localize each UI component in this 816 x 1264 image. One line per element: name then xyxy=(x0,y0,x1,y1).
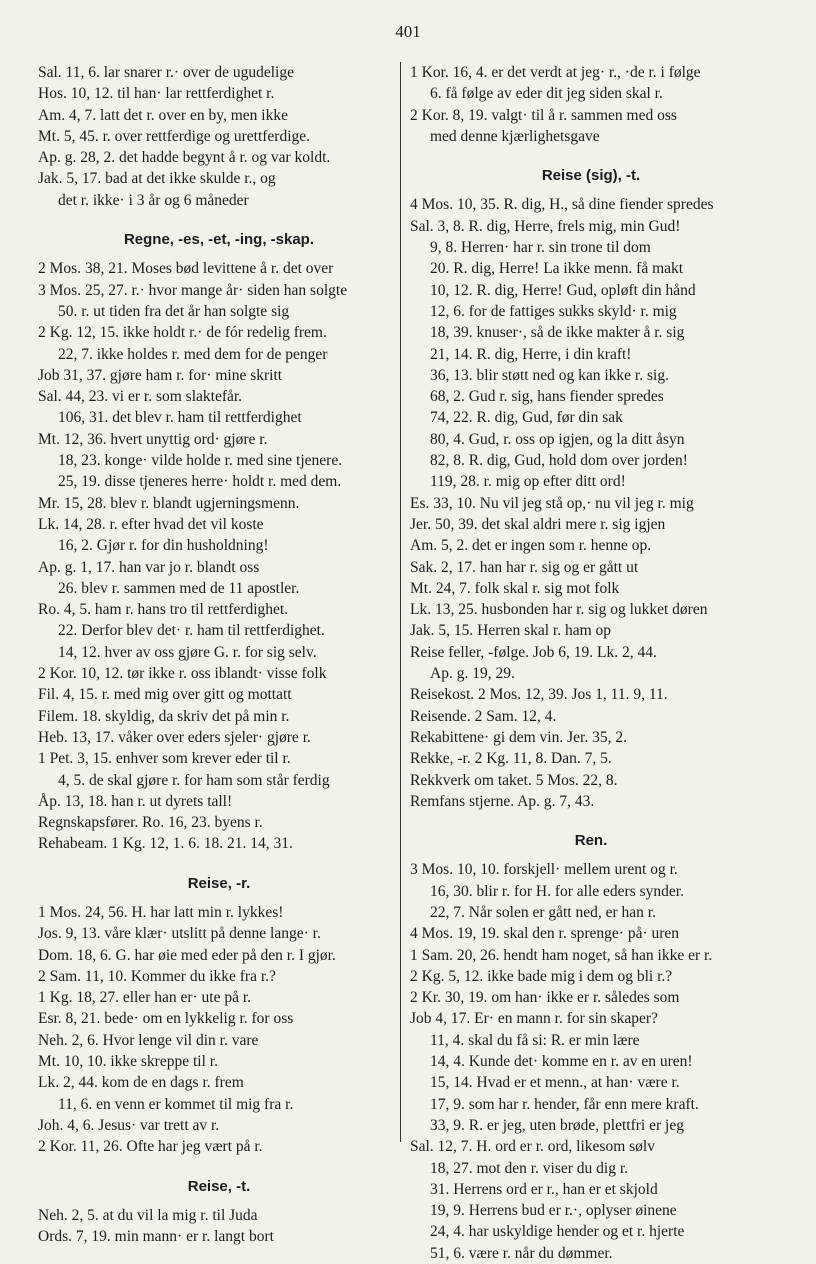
entry-line: 2 Kg. 5, 12. ikke bade mig i dem og bli r.? xyxy=(410,967,673,985)
entries-reise-continued xyxy=(410,62,772,147)
entry-line: Jak. 5, 17. bad at det ikke skulde r., og xyxy=(38,170,276,188)
entry-line: 4 Mos. 19, 19. skal den r. sprenge· på· uren xyxy=(410,925,680,943)
entry-line: det r. ikke· i 3 år og 6 måneder xyxy=(58,191,249,209)
entry-line: 1 Kor. 16, 4. er det verdt at jeg· r., ·de r. i følge xyxy=(410,64,701,81)
entry-line: 14, 4. Kunde det· komme en r. av en uren! xyxy=(430,1053,693,1071)
entry-line: Filem. 18. skyldig, da skriv det på min r. xyxy=(38,707,290,725)
entries-regne-verb xyxy=(38,62,400,211)
entry-line: 1 Mos. 24, 56. H. har latt min r. lykkes! xyxy=(38,903,284,921)
entry-line: Dom. 18, 6. G. har øie med eder på den r. I gjør. xyxy=(38,946,336,964)
entry-line: 31. Herrens ord er r., han er et skjold xyxy=(430,1180,658,1198)
entry-line: Reisende. 2 Sam. 12, 4. xyxy=(410,707,557,725)
entry-line: 74, 22. R. dig, Gud, før din sak xyxy=(430,409,623,427)
entry-line: Sal. 11, 6. lar snarer r.· over de ugudelige xyxy=(38,64,294,81)
entry-line: Sal. 44, 23. vi er r. som slaktefår. xyxy=(38,388,243,406)
entry-line: 3 Mos. 25, 27. r.· hvor mange år· siden han solgte xyxy=(38,281,348,299)
entry-line: Ords. 7, 19. min mann· er r. langt bort xyxy=(38,1228,274,1246)
entry-line: 51, 6. være r. når du dømmer. xyxy=(430,1244,613,1262)
entry-line: Åp. 13, 18. han r. ut dyrets tall! xyxy=(38,792,233,810)
entry-line: 68, 2. Gud r. sig, hans fiender spredes xyxy=(430,388,664,406)
heading-reise-t: Reise, -t. xyxy=(187,1177,251,1195)
entry-line: 50. r. ut tiden fra det år han solgte sig xyxy=(58,302,290,320)
entries-reise-r xyxy=(38,902,400,1158)
entry-line: 17, 9. som har r. hender, får enn mere kraft. xyxy=(430,1095,699,1113)
entry-line: 36, 13. blir støtt ned og kan ikke r. sig. xyxy=(430,366,669,384)
entry-line: Mt. 5, 45. r. over rettferdige og urettferdige. xyxy=(38,127,311,145)
entry-line: 2 Kor. 8, 19. valgt· til å r. sammen med oss xyxy=(410,106,677,124)
page-number: 401 xyxy=(395,22,421,41)
entry-line: Jak. 5, 15. Herren skal r. ham op xyxy=(410,622,612,640)
entry-line: 19, 9. Herrens bud er r.·, oplyser øinene xyxy=(430,1202,677,1220)
entry-line: Remfans stjerne. Ap. g. 7, 43. xyxy=(410,792,595,810)
entry-line: 16, 2. Gjør r. for din husholdning! xyxy=(58,537,269,555)
heading-regne: Regne, -es, -et, -ing, -skap. xyxy=(123,231,315,249)
entry-line: 9, 8. Herren· har r. sin trone til dom xyxy=(430,239,651,257)
entry-line: Heb. 13, 17. våker over eders sjeler· gjøre r. xyxy=(38,728,311,746)
heading-ren: Ren. xyxy=(574,832,608,850)
entry-line: 1 Sam. 20, 26. hendt ham noget, så han ikke er r. xyxy=(410,946,713,964)
entry-line: Hos. 10, 12. til han· lar rettferdighet r. xyxy=(38,85,275,103)
entries-ren xyxy=(410,859,772,1264)
entry-line: 1 Kg. 18, 27. eller han er· ute på r. xyxy=(38,989,252,1007)
entry-line: Sak. 2, 17. han har r. sig og er gått ut xyxy=(410,558,639,576)
entry-line: Regnskapsfører. Ro. 16, 23. byens r. xyxy=(38,814,263,832)
entry-line: Neh. 2, 6. Hvor lenge vil din r. vare xyxy=(38,1031,259,1049)
entry-line: 16, 30. blir r. for H. for alle eders synder. xyxy=(430,882,684,900)
entry-line: 12, 6. for de fattiges sukks skyld· r. mig xyxy=(430,302,677,320)
entry-line: Lk. 2, 44. kom de en dags r. frem xyxy=(38,1074,244,1092)
entry-line: 18, 27. mot den r. viser du dig r. xyxy=(430,1159,629,1177)
entry-line: 14, 12. hver av oss gjøre G. r. for sig selv. xyxy=(58,643,317,661)
entry-line: 10, 12. R. dig, Herre! Gud, opløft din hånd xyxy=(430,281,696,299)
entry-line: Mt. 24, 7. folk skal r. sig mot folk xyxy=(410,579,620,597)
entry-line: Rekabittene· gi dem vin. Jer. 35, 2. xyxy=(410,728,627,746)
entry-line: Reise feller, -følge. Job 6, 19. Lk. 2, 44. xyxy=(410,643,657,661)
entry-line: 2 Sam. 11, 10. Kommer du ikke fra r.? xyxy=(38,967,276,985)
entry-line: 119, 28. r. mig op efter ditt ord! xyxy=(430,473,626,491)
entry-line: 22. Derfor blev det· r. ham til rettferdighet. xyxy=(58,622,325,640)
entry-line: Neh. 2, 5. at du vil la mig r. til Juda xyxy=(38,1206,258,1224)
right-column xyxy=(410,62,772,1262)
entry-line: 2 Kor. 10, 12. tør ikke r. oss iblandt· visse folk xyxy=(38,665,327,683)
entry-line: 80, 4. Gud, r. oss op igjen, og la ditt åsyn xyxy=(430,430,685,448)
entry-line: Rekkverk om taket. 5 Mos. 22, 8. xyxy=(410,771,618,789)
left-column xyxy=(38,62,400,1246)
entry-line: 22, 7. Når solen er gått ned, er han r. xyxy=(430,903,656,921)
entry-line: 82, 8. R. dig, Gud, hold dom over jorden! xyxy=(430,452,688,470)
entry-line: 3 Mos. 10, 10. forskjell· mellem urent og r. xyxy=(410,861,678,879)
entry-line: Ap. g. 19, 29. xyxy=(430,665,515,683)
entry-line: 4 Mos. 10, 35. R. dig, H., så dine fiender spredes xyxy=(410,196,714,214)
entry-line: Mr. 15, 28. blev r. blandt ugjerningsmenn. xyxy=(38,494,300,512)
entry-line: Lk. 14, 28. r. efter hvad det vil koste xyxy=(38,515,264,533)
entry-line: Job 31, 37. gjøre ham r. for· mine skritt xyxy=(38,366,283,384)
entry-line: 2 Mos. 38, 21. Moses bød levittene å r. det over xyxy=(38,260,334,278)
entry-line: Sal. 3, 8. R. dig, Herre, frels mig, min Gud! xyxy=(410,217,681,235)
entry-line: Sal. 12, 7. H. ord er r. ord, likesom sølv xyxy=(410,1138,655,1156)
entry-line: 6. få følge av eder dit jeg siden skal r. xyxy=(430,85,663,103)
entry-line: 22, 7. ikke holdes r. med dem for de penger xyxy=(58,345,328,363)
entry-line: 15, 14. Hvad er et menn., at han· være r. xyxy=(430,1074,680,1092)
entry-line: Ro. 4, 5. ham r. hans tro til rettferdighet. xyxy=(38,601,289,619)
entry-line: Reisekost. 2 Mos. 12, 39. Jos 1, 11. 9, 11. xyxy=(410,686,668,704)
entry-line: 21, 14. R. dig, Herre, i din kraft! xyxy=(430,345,632,363)
entries-reise-sig xyxy=(410,194,772,812)
entry-line: 25, 19. disse tjeneres herre· holdt r. med dem. xyxy=(58,473,342,491)
entry-line: 4, 5. de skal gjøre r. for ham som står ferdig xyxy=(58,771,330,789)
entry-line: 33, 9. R. er jeg, uten brøde, plettfri er jeg xyxy=(430,1116,684,1134)
entry-line: 2 Kr. 30, 19. om han· ikke er r. således som xyxy=(410,989,680,1007)
entry-line: med denne kjærlighetsgave xyxy=(430,127,600,145)
entry-line: Jos. 9, 13. våre klær· utslitt på denne lange· r. xyxy=(38,925,321,943)
entry-line: Ap. g. 28, 2. det hadde begynt å r. og var koldt. xyxy=(38,149,331,167)
entry-line: Rehabeam. 1 Kg. 12, 1. 6. 18. 21. 14, 31. xyxy=(38,835,293,853)
heading-reise-r: Reise, -r. xyxy=(187,874,251,892)
entry-line: 24, 4. har uskyldige hender og et r. hjerte xyxy=(430,1223,685,1241)
entries-regne xyxy=(38,258,400,854)
entry-line: Am. 4, 7. latt det r. over en by, men ikke xyxy=(38,106,288,124)
entry-line: 18, 23. konge· vilde holde r. med sine tjenere. xyxy=(58,452,343,470)
entry-line: 1 Pet. 3, 15. enhver som krever eder til r. xyxy=(38,750,291,768)
entry-line: Esr. 8, 21. bede· om en lykkelig r. for oss xyxy=(38,1010,294,1028)
entry-line: 11, 4. skal du få si: R. er min lære xyxy=(430,1031,640,1049)
entry-line: Joh. 4, 6. Jesus· var trett av r. xyxy=(38,1116,220,1134)
entry-line: Rekke, -r. 2 Kg. 11, 8. Dan. 7, 5. xyxy=(410,750,612,768)
entries-reise-t xyxy=(38,1205,400,1248)
entry-line: Lk. 13, 25. husbonden har r. sig og lukket døren xyxy=(410,601,708,619)
entry-line: Jer. 50, 39. det skal aldri mere r. sig igjen xyxy=(410,515,666,533)
entry-line: 2 Kor. 11, 26. Ofte har jeg vært på r. xyxy=(38,1138,263,1156)
entry-line: Mt. 12, 36. hvert unyttig ord· gjøre r. xyxy=(38,430,268,448)
entry-line: 20. R. dig, Herre! La ikke menn. få makt xyxy=(430,260,684,278)
entry-line: Ap. g. 1, 17. han var jo r. blandt oss xyxy=(38,558,260,576)
heading-reise-sig: Reise (sig), -t. xyxy=(541,167,641,185)
entry-line: 26. blev r. sammen med de 11 apostler. xyxy=(58,579,300,597)
entry-line: 11, 6. en venn er kommet til mig fra r. xyxy=(58,1095,294,1113)
entry-line: Fil. 4, 15. r. med mig over gitt og mottatt xyxy=(38,686,292,704)
entry-line: 18, 39. knuser·, så de ikke makter å r. sig xyxy=(430,324,685,342)
entry-line: Es. 33, 10. Nu vil jeg stå op,· nu vil jeg r. mig xyxy=(410,494,694,512)
entry-line: 106, 31. det blev r. ham til rettferdighet xyxy=(58,409,302,427)
entry-line: Am. 5, 2. det er ingen som r. henne op. xyxy=(410,537,652,555)
column-divider xyxy=(400,62,401,1142)
entry-line: Job 4, 17. Er· en mann r. for sin skaper? xyxy=(410,1010,658,1028)
entry-line: Mt. 10, 10. ikke skreppe til r. xyxy=(38,1053,218,1071)
entry-line: 2 Kg. 12, 15. ikke holdt r.· de fór redelig frem. xyxy=(38,324,327,342)
